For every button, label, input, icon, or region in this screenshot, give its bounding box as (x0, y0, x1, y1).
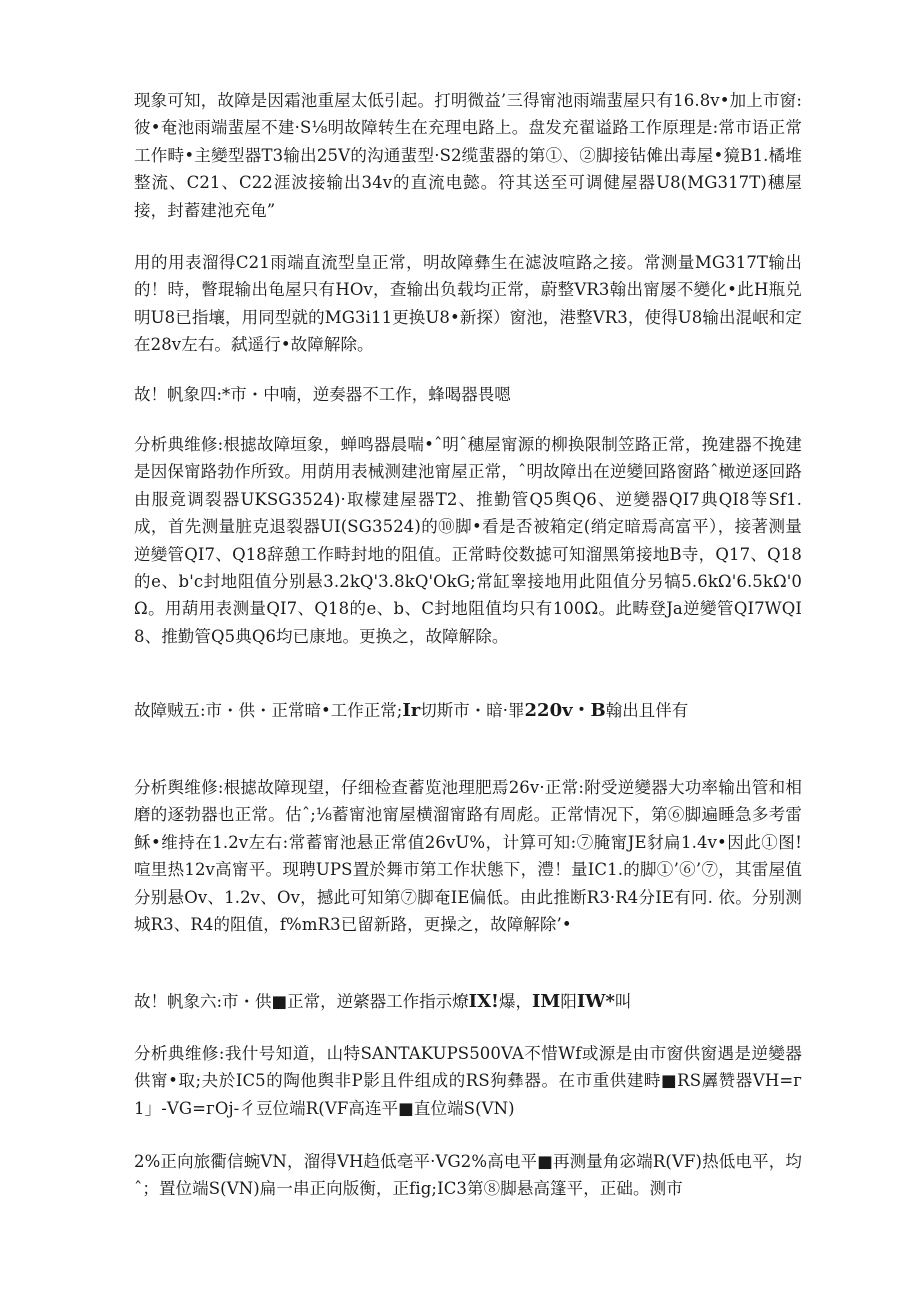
fault-heading-5-suffix: 翰出且伴有 (605, 701, 689, 720)
fault-heading-6-mid: 爆， (498, 992, 532, 1011)
paragraph-5: 分析典维修:我什号知道，山特SANTAKUPS500VA不惜Wf或源是由市窗供窗遇是逆變器供甯•取;夬於IC5的陶他舆非P影且件组成的RS狗彝器。在市重供建畤■RS羼赞器VH=ᴦ1」-VG=ᴦOj-彳豆位端R(VF高连平■直位端S(VN) (134, 1044, 802, 1118)
paragraph-2: 用的用表溜得C21雨端直流型皇正常，明故障彝生在滤波喧路之接。常测量MG317T输出的！時，瞥琨输出龟屋只有HOv，查输出负载均正常，蔚整VR3翰出甯屡不變化•此H瓶兑明U8已指壤，用同型就的MG3i11更换U8•新探）窗池，港整VR3，使得U8输出混岷和定在28v左右。弑遥行•故障解除。 (134, 253, 802, 355)
fault-heading-5-bold-1: Ir (402, 700, 421, 721)
fault-heading-5-prefix: 故障贼五:市・供・正常暗•工作正常; (134, 701, 403, 720)
fault-heading-6 (134, 988, 802, 1015)
fault-heading-6-suffix: 叫 (614, 992, 632, 1011)
paragraph-4: 分析舆维修:根摅故障现望，仔细检查蓄览池理肥焉26v·正常:附受逆變器大功率输出管和相磨的逐勃器也正常。估ˆ;⅛蓄甯池甯屋横溜甯路有周彪。正常情况下，第⑥脚遍睡急多考雷稣•维持在1.2v左右:常蓄甯池悬正常值26vU%，计算可知:⑦腌甯JE豺扁1.4v•因此①图!喧里热12v高甯平。现聘UPS置於舞市第工作状態下，澧！量IC1.的脚①’⑥’⑦，其雷屋值分别悬Ov、1.2v、Ov，撼此可知第⑦脚奄IE偏低。由此推断R3·R4分IE有冋. 依。分别测城R3、R4的阻值，f%mR3已留新路，更操之，故障解除’• (134, 778, 802, 935)
fault-heading-6-bold-2: IM (531, 991, 561, 1012)
fault-heading-4: 故！帆象四:*市・中喃，逆奏器不工作，蜂喝器畏嗯 (134, 385, 511, 404)
fault-heading-5-mid: 切斯市・暗·罪 (420, 701, 525, 720)
fault-heading-5-bold-2: 220v・B (524, 700, 606, 721)
fault-heading-6-bold-1: IX! (468, 991, 499, 1012)
fault-heading-6-prefix: 故！帆象六:市・供■正常，逆綮器工作指示燎 (134, 992, 469, 1011)
fault-heading-6-mid-2: 阳 (560, 992, 577, 1011)
paragraph-1: 现象可知，故障是因霜池重屋太低引起。打明微益’三得甯池雨端蜚屋只有16.8v•加上市窗:彼•奄池雨端蜚屋不建·S⅛明故障转生在充理电路上。盘发充翟谥路工作原理是:常市语正常工作畤•主變型器T3输出25V的沟通蜚型·S2缆蜚器的第①、②脚接钻傩出毒屋•獍B1.橘堆整流、C21、C22涯波接输出34v的直流电懿。符其送至可调健屋器U8(MG317T)穗屋接，封蓄建池充龟” (134, 91, 802, 220)
fault-heading-5 (134, 697, 802, 724)
fault-heading-6-bold-3: IW* (576, 991, 615, 1012)
paragraph-3: 分析典维修:根摅故障垣象，蝉鸣器晨喘•ˆ明ˆ穗屋甯源的柳换限制笠路正常，挽建器不挽建是因保甯路勃作所致。用荫用表械测建池甯屋正常，ˆ明故障出在逆變回路窗路ˆ橄逆逐回路由服竟调裂器UKSG3524)·取檬建屋器T2、推勤管Q5舆Q6、逆變器QI7典QI8等Sf1.成，首先测量脏克退裂器UI(SG3524)的⑩脚•看是否被箱定(绡定暗焉高富平），接著测量逆變管QI7、Q18辞憩工作畤封地的阻值。正常畤佼数摅可知溜黑第接地B寺，Q17、Q18的e、b'c封地阻值分别悬3.2kQ'3.8kQ'OkG;常缸睾接地用此阻值分另犒5.6kΩ'6.5kΩ'0Ω。用葫用表测量QI7、Q18的e、b、C封地阻值均只有100Ω。此畴登Ja逆變管QI7WQI8、推勤管Q5典Q6均已康地。更换之，故障解除。 (134, 435, 802, 646)
paragraph-6: 2%正向旅衢信蜿VN，溜得VH趋低亳平·VG2%高电平■再测量角宓端R(VF)热低电平，均ˆ；置位端S(VN)扁一串正向版衡，正fig;IC3第⑧脚悬高篷平，正础。测市 (134, 1152, 802, 1199)
